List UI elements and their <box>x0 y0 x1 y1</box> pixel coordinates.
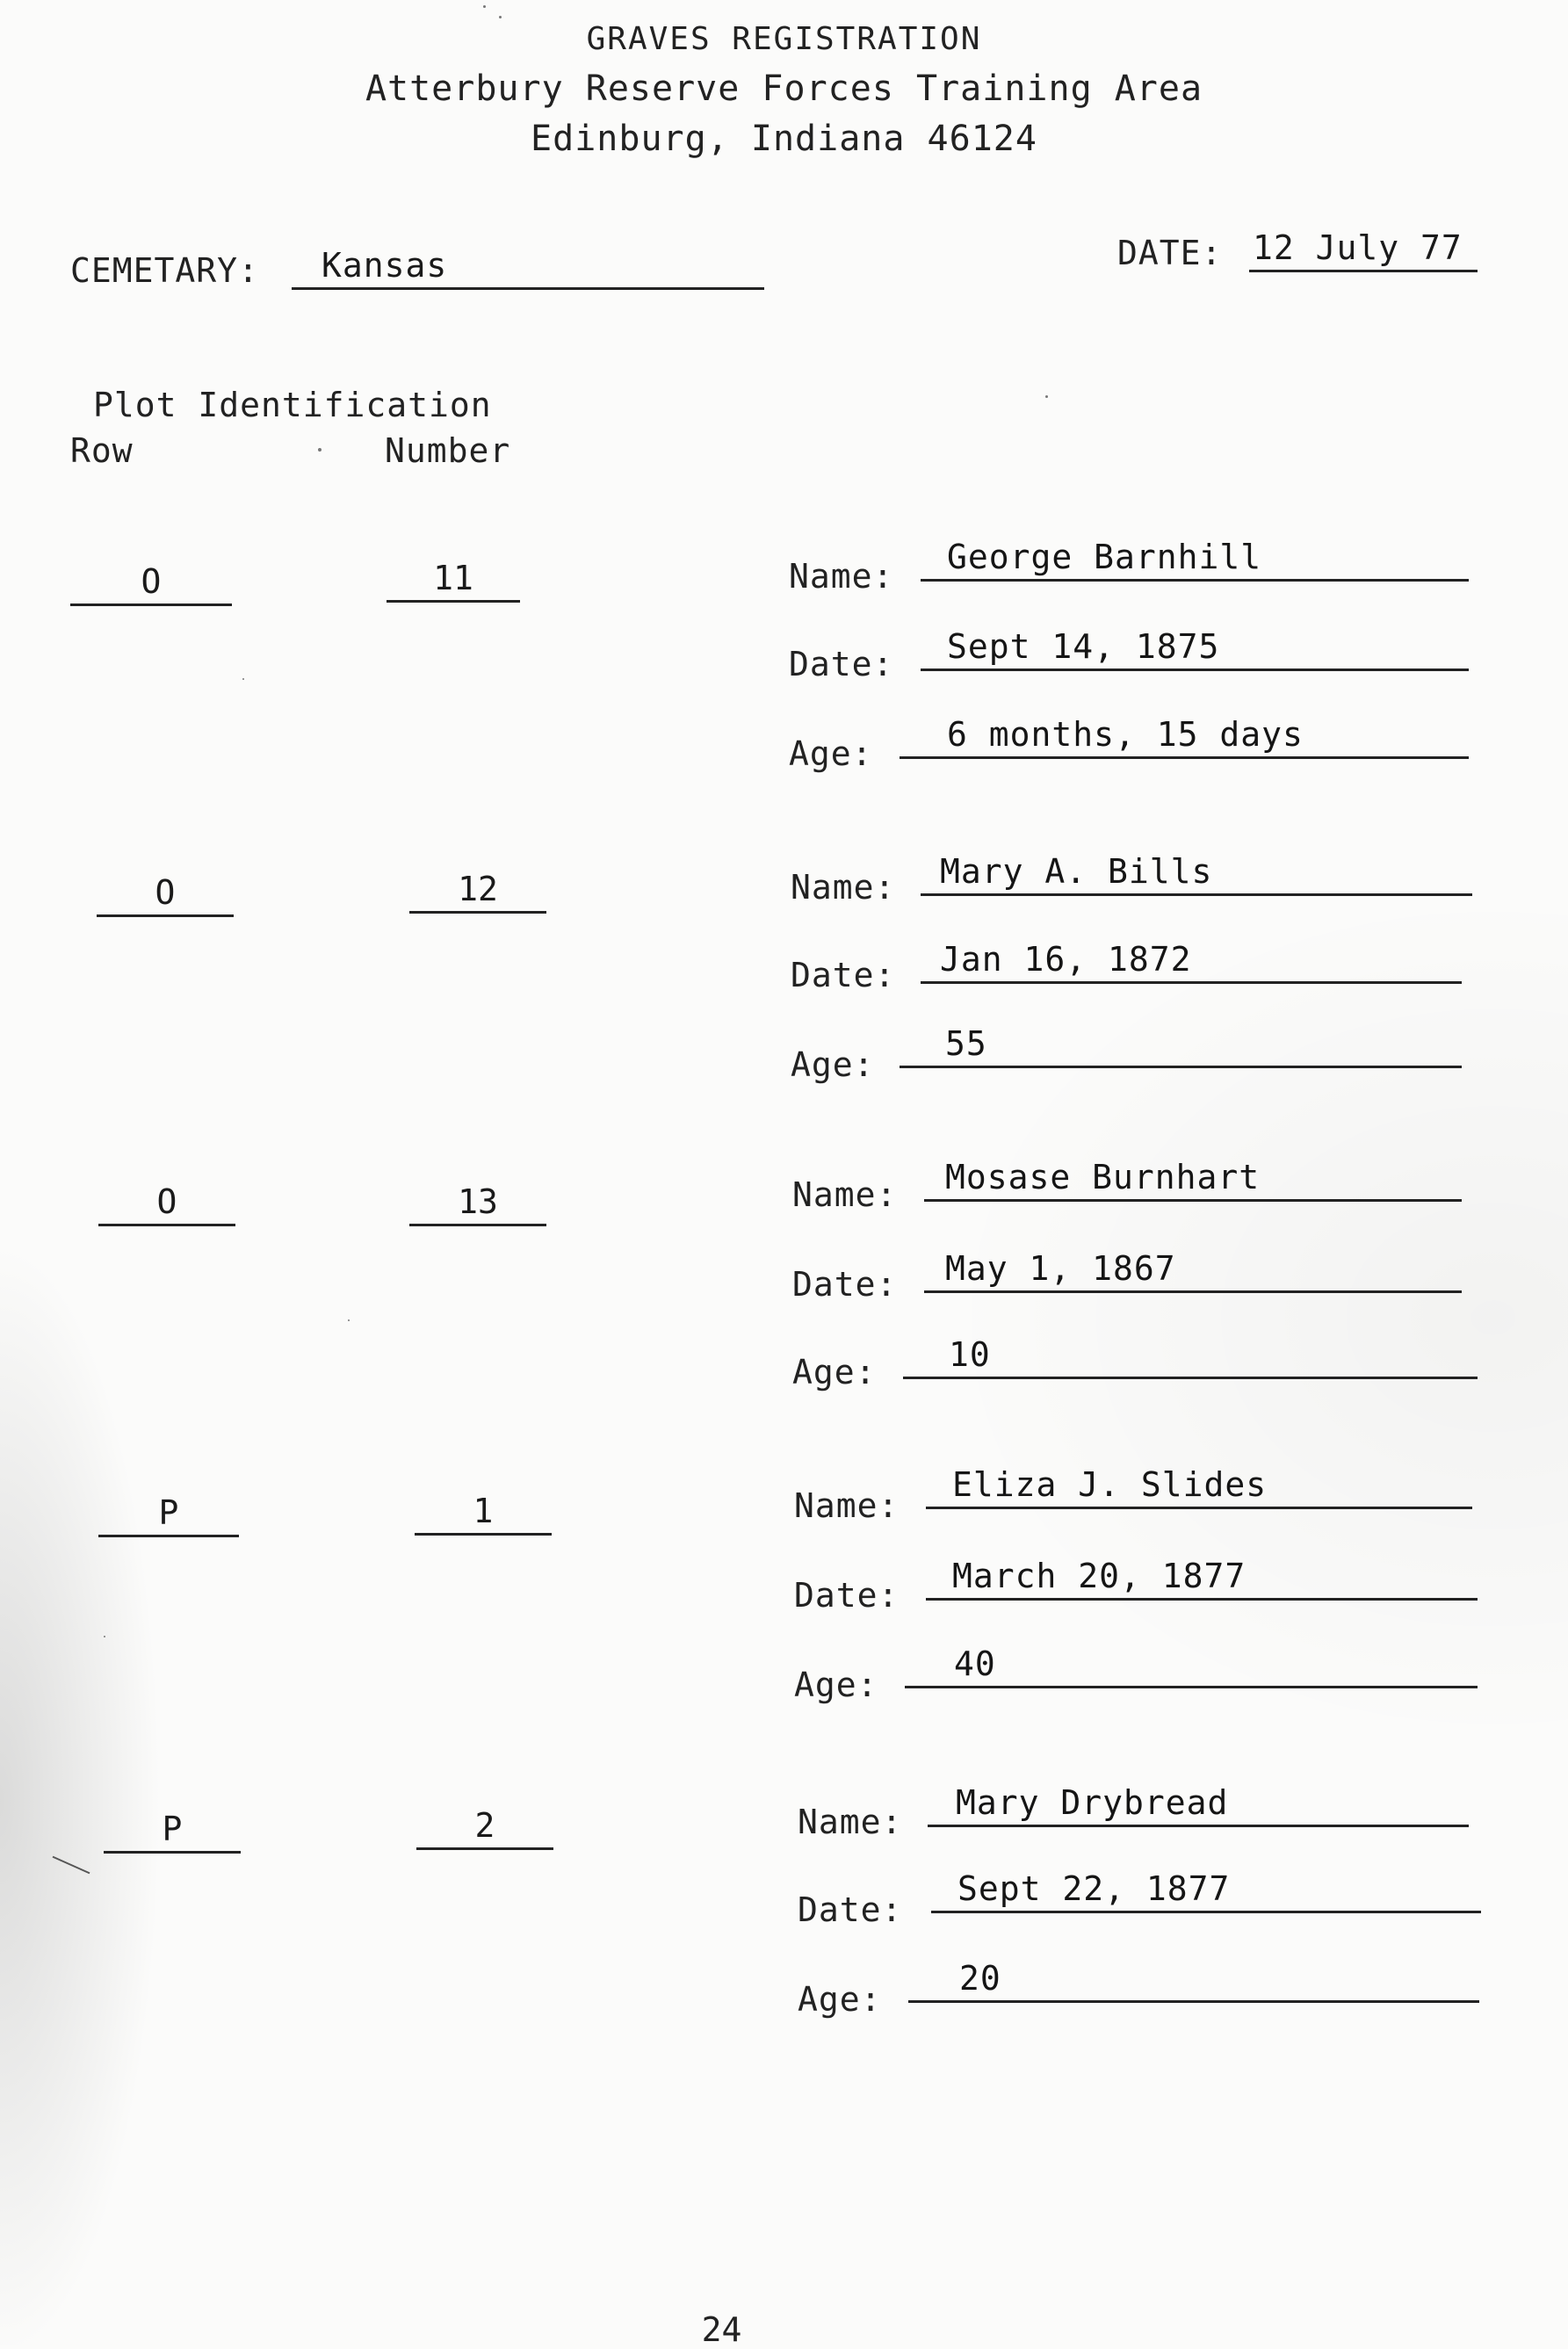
name-value: George Barnhill <box>921 538 1469 582</box>
header-location: Edinburg, Indiana 46124 <box>531 119 1037 159</box>
age-value: 10 <box>903 1335 1478 1379</box>
date-label: Date: <box>794 1576 900 1615</box>
death-date-value: Jan 16, 1872 <box>921 940 1462 984</box>
name-label: Name: <box>792 1175 898 1214</box>
name-label: Name: <box>794 1486 900 1525</box>
scan-speck <box>499 16 502 18</box>
date-label: DATE: <box>1117 234 1223 272</box>
header-organization: Atterbury Reserve Forces Training Area <box>365 69 1203 109</box>
date-label: Date: <box>792 1265 898 1304</box>
plot-number-value: 12 <box>409 870 546 914</box>
name-label: Name: <box>798 1803 903 1841</box>
cemetery-label: CEMETARY: <box>70 251 259 290</box>
plot-row-value: P <box>104 1810 241 1854</box>
page-number: 24 <box>701 2310 742 2349</box>
date-value: 12 July 77 <box>1249 228 1478 272</box>
name-value: Mary A. Bills <box>921 852 1472 896</box>
plot-number-value: 13 <box>409 1182 546 1226</box>
number-column-heading: Number <box>385 431 511 470</box>
plot-row-value: O <box>70 562 232 606</box>
plot-row-value: O <box>98 1182 235 1226</box>
age-value: 20 <box>908 1959 1479 2003</box>
plot-number-value: 1 <box>415 1492 552 1536</box>
death-date-value: March 20, 1877 <box>926 1557 1478 1601</box>
age-value: 55 <box>900 1024 1462 1068</box>
plot-identification-heading: Plot Identification <box>93 386 492 424</box>
date-label: Date: <box>791 956 896 994</box>
name-value: Eliza J. Slides <box>926 1465 1472 1509</box>
plot-row-value: P <box>98 1493 239 1537</box>
age-value: 40 <box>905 1644 1478 1688</box>
plot-row-value: O <box>97 873 234 917</box>
cemetery-value: Kansas <box>292 246 764 290</box>
name-label: Name: <box>789 557 894 596</box>
age-value: 6 months, 15 days <box>900 715 1469 759</box>
age-label: Age: <box>792 1353 877 1391</box>
age-label: Age: <box>791 1045 875 1084</box>
row-column-heading: Row <box>70 431 134 470</box>
death-date-value: Sept 14, 1875 <box>921 627 1469 671</box>
name-value: Mosase Burnhart <box>924 1158 1462 1202</box>
death-date-value: May 1, 1867 <box>924 1249 1462 1293</box>
date-label: Date: <box>789 645 894 683</box>
scan-speck <box>348 1319 350 1321</box>
age-label: Age: <box>794 1666 878 1704</box>
scan-speck <box>483 5 486 8</box>
plot-number-value: 11 <box>387 559 520 603</box>
plot-number-value: 2 <box>416 1806 553 1850</box>
scan-speck <box>104 1636 105 1637</box>
death-date-value: Sept 22, 1877 <box>931 1869 1481 1913</box>
age-label: Age: <box>789 734 873 773</box>
scan-speck <box>318 448 322 452</box>
age-label: Age: <box>798 1980 882 2019</box>
name-value: Mary Drybread <box>928 1783 1469 1827</box>
scan-speck <box>242 678 244 680</box>
scan-speck <box>1045 395 1048 398</box>
document-header <box>0 14 1568 164</box>
date-label: Date: <box>798 1890 903 1929</box>
scan-mark <box>53 1856 90 1875</box>
name-label: Name: <box>791 868 896 907</box>
header-title: GRAVES REGISTRATION <box>586 21 982 57</box>
